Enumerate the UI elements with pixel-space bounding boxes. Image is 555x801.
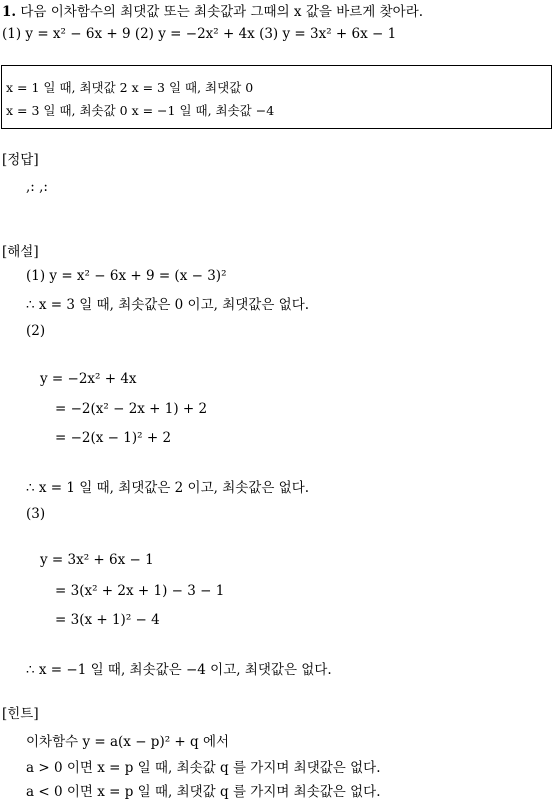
explanation-header: [해설] <box>2 244 39 260</box>
explanation-part2-line1: y = −2x² + 4x <box>40 371 137 387</box>
question-text: 다음 이차함수의 최댓값 또는 최솟값과 그때의 x 값을 바르게 찾아라. <box>20 4 424 20</box>
question-number: 1. <box>2 4 17 20</box>
explanation-part3-line2: = 3(x² + 2x + 1) − 3 − 1 <box>55 583 225 599</box>
hint-header: [힌트] <box>2 706 39 722</box>
explanation-part3-line1: y = 3x² + 6x − 1 <box>40 552 154 568</box>
explanation-part3-conclusion: ∴ x = −1 일 때, 최솟값은 −4 이고, 최댓값은 없다. <box>26 662 332 678</box>
explanation-part2-line2: = −2(x² − 2x + 1) + 2 <box>55 401 208 417</box>
hint-line-3: a < 0 이면 x = p 일 때, 최댓값 q 를 가지며 최솟값은 없다. <box>26 784 381 800</box>
question-line <box>2 3 423 21</box>
explanation-part3-line3: = 3(x + 1)² − 4 <box>55 612 160 628</box>
answer-value: ,: ,: <box>26 179 48 195</box>
explanation-part1: (1) y = x² − 6x + 9 = (x − 3)² <box>26 268 227 284</box>
question-items: (1) y = x² − 6x + 9 (2) y = −2x² + 4x (3) y = 3x² + 6x − 1 <box>2 26 397 42</box>
explanation-part2-line3: = −2(x − 1)² + 2 <box>55 430 172 446</box>
choices-row-1: x = 1 일 때, 최댓값 2 x = 3 일 때, 최댓값 0 <box>6 80 254 95</box>
explanation-part2-label: (2) <box>26 323 46 339</box>
hint-line-1: 이차함수 y = a(x − p)² + q 에서 <box>26 734 230 750</box>
explanation-part1-conclusion: ∴ x = 3 일 때, 최솟값은 0 이고, 최댓값은 없다. <box>26 297 310 313</box>
answer-header: [정답] <box>2 152 39 168</box>
hint-line-2: a > 0 이면 x = p 일 때, 최솟값 q 를 가지며 최댓값은 없다. <box>26 760 381 776</box>
explanation-part3-label: (3) <box>26 506 46 522</box>
explanation-part2-conclusion: ∴ x = 1 일 때, 최댓값은 2 이고, 최솟값은 없다. <box>26 480 310 496</box>
choices-row-2: x = 3 일 때, 최솟값 0 x = −1 일 때, 최솟값 −4 <box>6 103 275 118</box>
